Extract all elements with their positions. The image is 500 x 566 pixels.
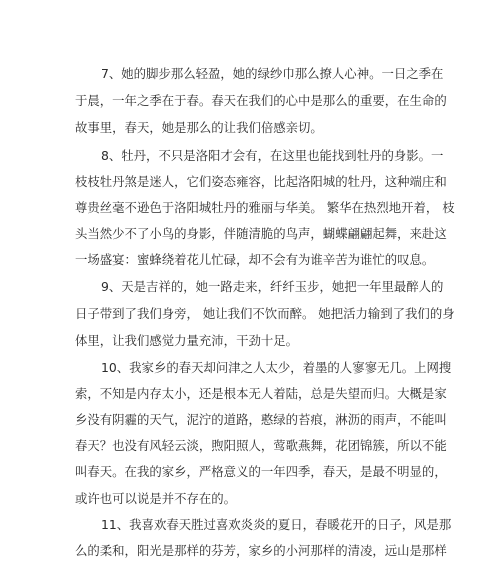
text-line: 尊贵丝毫不逊色于洛阳城牡丹的雅丽与华美。 繁华在热烈地开着， 枝 — [75, 200, 455, 215]
text-line: 体里，让我们感觉力量充沛，干劲十足。 — [75, 333, 299, 348]
text-line: 9、天是吉祥的，她一路走来，纤纤玉步，她把一年里最醉人的 — [101, 279, 444, 294]
text-line: 枝枝牡丹煞是迷人，它们姿态雍容，比起洛阳城的牡丹，这种端庄和 — [75, 174, 447, 189]
text-line: 故事里，春天，她是那么的让我们倍感亲切。 — [75, 120, 323, 135]
text-line: 7、她的脚步那么轻盈，她的绿纱巾那么撩人心神。一日之季在 — [101, 66, 444, 81]
text-line: 乡没有阴霾的天气，泥泞的道路，憨绿的苔痕，淋沥的雨声，不能叫 — [75, 412, 447, 427]
text-line: 一场盛宴：蜜蜂绕着花儿忙碌，却不会有为谁辛苦为谁忙的叹息。 — [75, 252, 435, 267]
text-line: 么的柔和，阳光是那样的芬芳，家乡的小河那样的清凌，远山是那样 — [75, 543, 447, 558]
text-line: 或许也可以说是并不存在的。 — [75, 491, 237, 506]
text-line: 于晨，一年之季在于春。春天在我们的心中是那么的重要，在生命的 — [75, 93, 447, 108]
text-line: 索，不知是内存太小，还是根本无人着陆，总是失望而归。大概是家 — [75, 386, 447, 401]
text-line: 春天？也没有风轻云淡，煦阳照人，莺歌燕舞，花团锦簇，所以不能 — [75, 438, 447, 453]
text-line: 叫春天。在我的家乡，严格意义的一年四季，春天，是最不明显的， — [75, 464, 447, 479]
text-line: 11、我喜欢春天胜过喜欢炎炎的夏日，春暖花开的日子，风是那 — [101, 517, 452, 532]
text-line: 头当然少不了小鸟的身影，伴随清脆的鸟声，蝴蝶翩翩起舞，来赴这 — [75, 226, 447, 241]
text-line: 10、我家乡的春天却问津之人太少，着墨的人寥寥无几。上网搜 — [101, 360, 452, 375]
text-line: 日子带到了我们身旁， 她让我们不饮而醉。 她把活力输到了我们的身 — [75, 306, 455, 321]
text-line: 8、牡丹，不只是洛阳才会有，在这里也能找到牡丹的身影。一 — [101, 148, 444, 163]
